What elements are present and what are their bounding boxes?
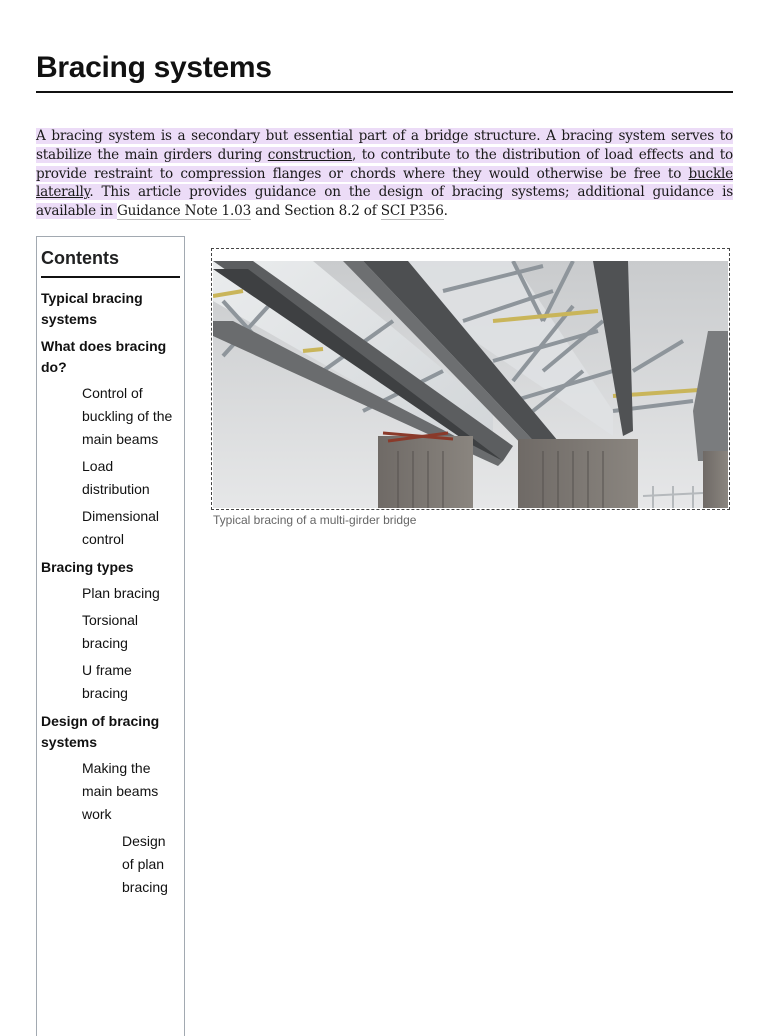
intro-paragraph: [36, 127, 733, 221]
figure-frame: [211, 248, 730, 510]
toc-item: [41, 657, 180, 707]
table-of-contents: [36, 236, 185, 1036]
toc-item: [41, 580, 180, 607]
toc-list: [41, 284, 180, 901]
toc-link[interactable]: Typical bracing systems: [41, 290, 143, 327]
toc-item: [41, 503, 180, 553]
toc-item: [41, 607, 180, 657]
toc-link[interactable]: Load distribution: [82, 458, 150, 497]
toc-item: [41, 707, 180, 755]
page-title: Bracing systems: [36, 51, 272, 84]
toc-link[interactable]: Bracing types: [41, 559, 134, 575]
toc-item: [41, 553, 180, 580]
toc-link[interactable]: Making the main beams work: [82, 760, 159, 822]
toc-link[interactable]: U frame bracing: [82, 662, 132, 701]
intro-text-4: and Section 8.2 of: [251, 203, 381, 220]
toc-link[interactable]: Plan bracing: [82, 585, 160, 601]
toc-link[interactable]: Control of buckling of the main beams: [82, 385, 173, 447]
figure: [211, 248, 730, 527]
bridge-bracing-image: [213, 261, 728, 508]
toc-item: [41, 332, 180, 380]
toc-link[interactable]: Torsional bracing: [82, 612, 139, 651]
toc-link[interactable]: Dimensional control: [82, 508, 160, 547]
toc-item: [41, 284, 180, 332]
intro-text-1: A bracing system is a secondary but essential part of a bridge structure. A bracing system serves to stabilize the main girders during: [36, 128, 733, 163]
toc-link[interactable]: Design of bracing systems: [41, 713, 160, 750]
title-divider: [36, 91, 733, 93]
toc-item: [41, 828, 180, 901]
toc-link[interactable]: What does bracing do?: [41, 338, 167, 375]
intro-text-2: , to contribute to the distribution of load effects and to provide restraint to compression flanges or chords where they would otherwise be free to: [36, 146, 733, 182]
figure-caption: Typical bracing of a multi-girder bridge: [213, 513, 417, 527]
intro-text-3: . This article provides guidance on the design of bracing systems; additional guidance is available in: [36, 184, 733, 220]
toc-item: [41, 453, 180, 503]
intro-text-5: .: [443, 203, 448, 220]
toc-item: [41, 755, 180, 828]
construction-link[interactable]: construction: [267, 146, 352, 163]
toc-item: [41, 380, 180, 453]
toc-title: Contents: [41, 245, 180, 278]
sci-p356-link[interactable]: SCI P356: [380, 203, 444, 220]
buckle-laterally-link[interactable]: buckle laterally: [36, 165, 733, 201]
guidance-note-link[interactable]: Guidance Note 1.03: [116, 203, 252, 220]
toc-link[interactable]: Design of plan bracing: [122, 833, 168, 895]
